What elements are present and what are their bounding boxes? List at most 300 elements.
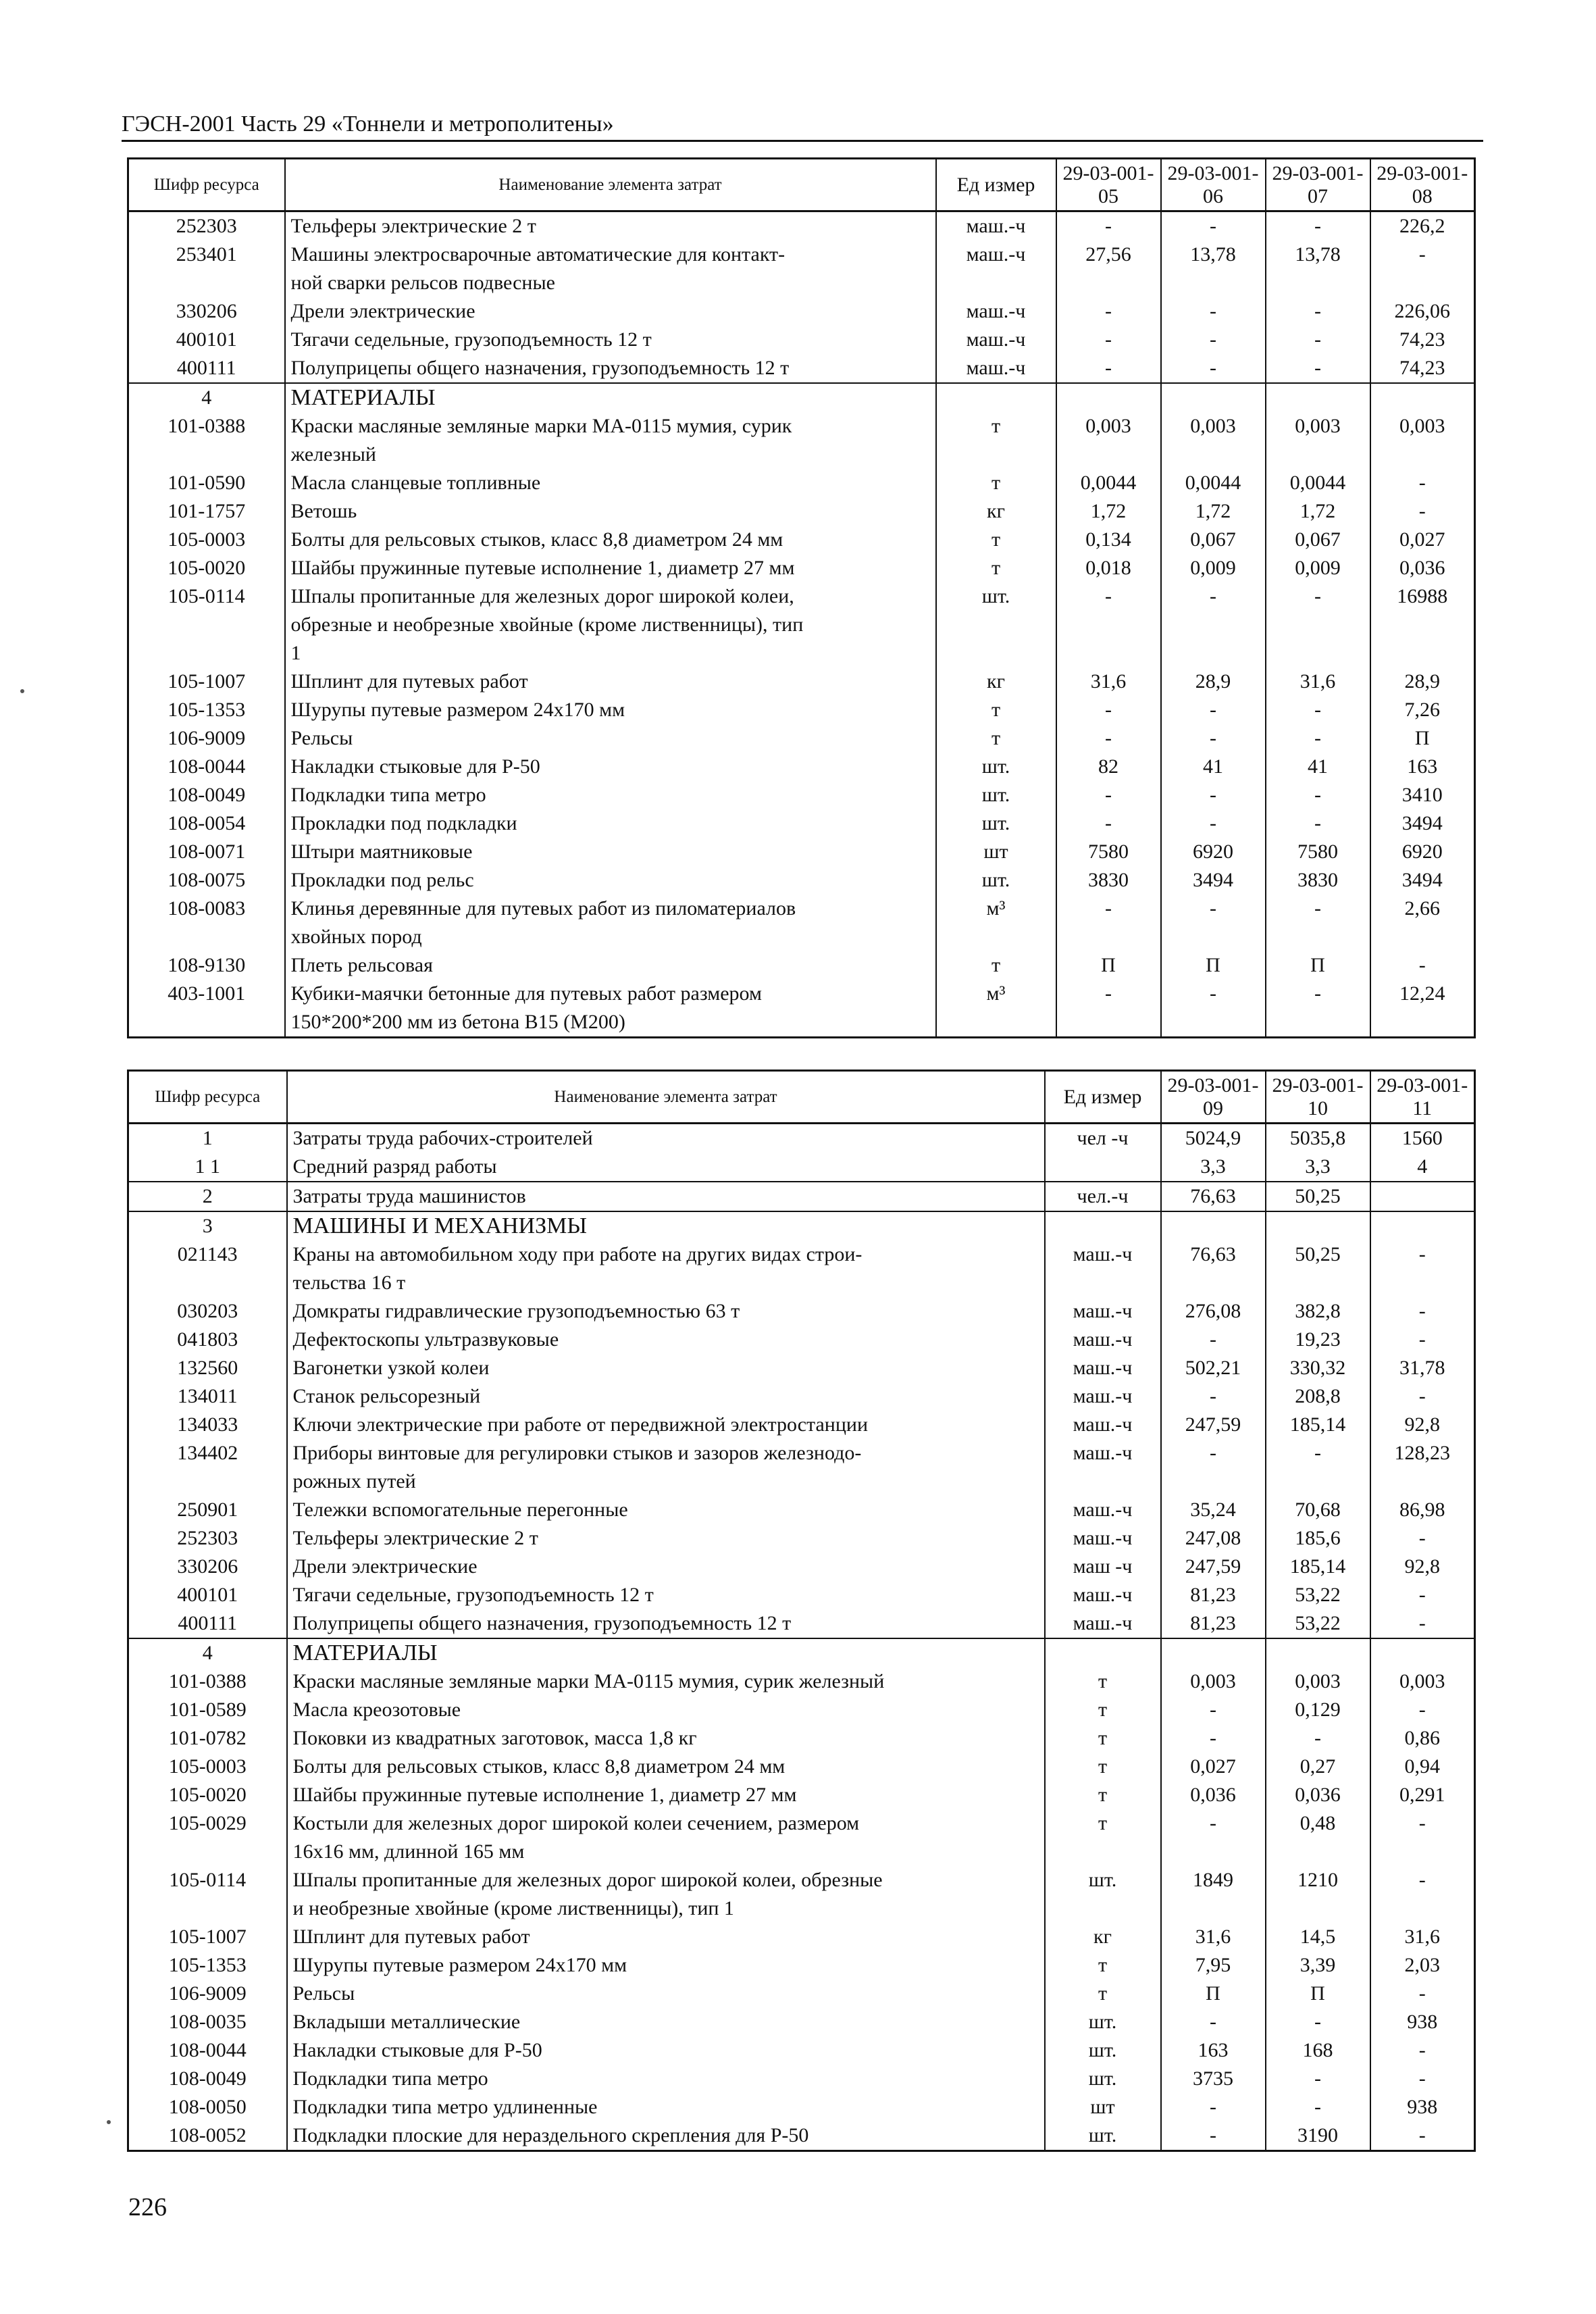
table-row [128, 554, 1475, 582]
value-cell-3: 938 [1370, 2008, 1475, 2036]
col-header-name: Наименование элемента затрат [285, 159, 936, 211]
value-cell-1: - [1056, 809, 1161, 838]
resource-code: 105-1007 [128, 668, 285, 696]
value-cell-4: 0,036 [1370, 554, 1475, 582]
unit-cell: маш.-ч [1045, 1581, 1161, 1609]
value-cell-1: 247,59 [1161, 1553, 1266, 1581]
unit-cell: кг [1045, 1923, 1161, 1951]
value-cell-1: - [1056, 724, 1161, 753]
unit-cell: маш.-ч [1045, 1524, 1161, 1553]
table-row [128, 1153, 1475, 1182]
value-cell-1: - [1161, 2121, 1266, 2151]
value-cell-3: 0,291 [1370, 1781, 1475, 1809]
unit-cell: маш.-ч [1045, 1326, 1161, 1354]
value-cell-1 [1161, 1211, 1266, 1240]
resource-code: 105-0003 [128, 1753, 287, 1781]
table-row [128, 724, 1475, 753]
element-name: Плеть рельсовая [285, 951, 936, 980]
value-cell-1: 0,134 [1056, 526, 1161, 554]
value-cell-2: П [1161, 951, 1266, 980]
table-row [128, 241, 1475, 297]
table-row [128, 895, 1475, 951]
unit-cell: т [936, 951, 1056, 980]
table-row [128, 1951, 1475, 1980]
value-cell-3: - [1370, 1524, 1475, 1553]
resource-code: 403-1001 [128, 980, 285, 1038]
value-cell-1: 5024,9 [1161, 1124, 1266, 1153]
unit-cell: м³ [936, 895, 1056, 951]
value-cell-3: - [1266, 582, 1370, 668]
resource-code: 108-0075 [128, 866, 285, 895]
value-cell-1: 3830 [1056, 866, 1161, 895]
value-cell-1: 7580 [1056, 838, 1161, 866]
value-cell-2: 14,5 [1266, 1923, 1370, 1951]
resource-code: 108-0052 [128, 2121, 287, 2151]
table-row [128, 1124, 1475, 1153]
table-row [128, 1182, 1475, 1211]
value-cell-2: - [1161, 326, 1266, 354]
value-cell-3 [1370, 1211, 1475, 1240]
table-row [128, 297, 1475, 326]
value-cell-4: 3494 [1370, 866, 1475, 895]
unit-cell: шт. [936, 781, 1056, 809]
element-name: Тягачи седельные, грузоподъемность 12 т [285, 326, 936, 354]
table-row [128, 326, 1475, 354]
resource-table-2 [127, 1070, 1476, 2152]
element-name: Вагонетки узкой колеи [287, 1354, 1045, 1382]
unit-cell: маш.-ч [1045, 1382, 1161, 1411]
resource-table-1 [127, 157, 1476, 1038]
value-cell-3: 1560 [1370, 1124, 1475, 1153]
value-cell-1: П [1056, 951, 1161, 980]
value-cell-1: 3,3 [1161, 1153, 1266, 1182]
unit-cell: т [1045, 1809, 1161, 1866]
value-cell-2: 3,39 [1266, 1951, 1370, 1980]
unit-cell: шт. [1045, 2121, 1161, 2151]
value-cell-4: 163 [1370, 753, 1475, 781]
value-cell-2: 185,14 [1266, 1411, 1370, 1439]
element-name: Краски масляные земляные марки МА-0115 мумия, сурик железный [287, 1667, 1045, 1696]
unit-cell: т [1045, 1753, 1161, 1781]
value-cell-4: 0,027 [1370, 526, 1475, 554]
unit-cell: маш -ч [1045, 1553, 1161, 1581]
value-cell-2: 0,003 [1266, 1667, 1370, 1696]
element-name: Дрели электрические [287, 1553, 1045, 1581]
table-row [128, 951, 1475, 980]
element-name: Затраты труда рабочих-строителей [287, 1124, 1045, 1153]
element-name: Клинья деревянные для путевых работ из пиломатериалов хвойных пород [285, 895, 936, 951]
unit-cell: маш.-ч [936, 326, 1056, 354]
value-cell-2 [1161, 383, 1266, 412]
element-name: Тягачи седельные, грузоподъемность 12 т [287, 1581, 1045, 1609]
resource-code: 105-1353 [128, 696, 285, 724]
value-cell-2: 19,23 [1266, 1326, 1370, 1354]
col-header-code: Шифр ресурса [128, 1071, 287, 1124]
value-cell-2: - [1266, 2008, 1370, 2036]
value-cell-1: - [1056, 354, 1161, 383]
value-cell-4: 12,24 [1370, 980, 1475, 1038]
scan-speck [107, 2120, 111, 2124]
unit-cell: чел.-ч [1045, 1182, 1161, 1211]
value-cell-1: 31,6 [1056, 668, 1161, 696]
value-cell-3: - [1266, 724, 1370, 753]
unit-cell: маш.-ч [936, 241, 1056, 297]
resource-code: 101-0388 [128, 1667, 287, 1696]
table-row [128, 2036, 1475, 2065]
value-cell-2: - [1161, 980, 1266, 1038]
unit-cell: шт. [936, 809, 1056, 838]
value-cell-2: 6920 [1161, 838, 1266, 866]
table-row [128, 1866, 1475, 1923]
element-name: Прокладки под рельс [285, 866, 936, 895]
value-cell-1: 1,72 [1056, 497, 1161, 526]
value-cell-2: 0,129 [1266, 1696, 1370, 1724]
value-cell-1: - [1161, 1724, 1266, 1753]
value-cell-2: - [1266, 2093, 1370, 2121]
table-row [128, 1724, 1475, 1753]
element-name: Штыри маятниковые [285, 838, 936, 866]
value-cell-2: 50,25 [1266, 1182, 1370, 1211]
element-name: Рельсы [287, 1980, 1045, 2008]
value-cell-1: - [1161, 1439, 1266, 1496]
element-name: Прокладки под подкладки [285, 809, 936, 838]
element-name: Шурупы путевые размером 24х170 мм [285, 696, 936, 724]
element-name: Костыли для железных дорог широкой колеи сечением, размером 16х16 мм, длинной 165 мм [287, 1809, 1045, 1866]
unit-cell: т [936, 724, 1056, 753]
element-name: Болты для рельсовых стыков, класс 8,8 диаметром 24 мм [285, 526, 936, 554]
value-cell-3: - [1370, 2036, 1475, 2065]
value-cell-1: 27,56 [1056, 241, 1161, 297]
table-row [128, 1496, 1475, 1524]
value-cell-2: 382,8 [1266, 1297, 1370, 1326]
resource-code: 134033 [128, 1411, 287, 1439]
value-cell-2: 185,6 [1266, 1524, 1370, 1553]
header-rule [122, 140, 1483, 142]
value-cell-2: 50,25 [1266, 1240, 1370, 1297]
element-name: Масла креозотовые [287, 1696, 1045, 1724]
table-row [128, 2093, 1475, 2121]
value-cell-2: 0,27 [1266, 1753, 1370, 1781]
value-cell-2 [1266, 1638, 1370, 1667]
value-cell-4: 74,23 [1370, 354, 1475, 383]
value-cell-3: - [1266, 781, 1370, 809]
value-cell-1: 0,003 [1161, 1667, 1266, 1696]
col-header-c2: 29-03-001-06 [1161, 159, 1266, 211]
unit-cell: т [936, 526, 1056, 554]
value-cell-3: - [1266, 895, 1370, 951]
unit-cell: шт. [936, 866, 1056, 895]
element-name: Рельсы [285, 724, 936, 753]
table-row [128, 582, 1475, 668]
element-name: Подкладки типа метро [285, 781, 936, 809]
value-cell-3: 41 [1266, 753, 1370, 781]
resource-code: 108-0035 [128, 2008, 287, 2036]
value-cell-3: - [1370, 1980, 1475, 2008]
page-header: ГЭСН-2001 Часть 29 «Тоннели и метрополитены» [122, 111, 614, 136]
value-cell-2: - [1161, 724, 1266, 753]
resource-code: 030203 [128, 1297, 287, 1326]
value-cell-4: 7,26 [1370, 696, 1475, 724]
table-row [128, 1553, 1475, 1581]
element-name: МАШИНЫ И МЕХАНИЗМЫ [287, 1211, 1045, 1240]
resource-code: 108-0049 [128, 2065, 287, 2093]
element-name: Подкладки типа метро удлиненные [287, 2093, 1045, 2121]
value-cell-3: - [1370, 1866, 1475, 1923]
value-cell-3: - [1266, 696, 1370, 724]
resource-code: 132560 [128, 1354, 287, 1382]
value-cell-1: - [1161, 1326, 1266, 1354]
element-name: Подкладки типа метро [287, 2065, 1045, 2093]
value-cell-4: - [1370, 241, 1475, 297]
value-cell-4 [1370, 383, 1475, 412]
element-name: Приборы винтовые для регулировки стыков и зазоров железнодо- рожных путей [287, 1439, 1045, 1496]
resource-code: 4 [128, 1638, 287, 1667]
value-cell-3 [1370, 1182, 1475, 1211]
value-cell-3: 4 [1370, 1153, 1475, 1182]
table-row [128, 866, 1475, 895]
resource-code: 021143 [128, 1240, 287, 1297]
resource-code: 108-0050 [128, 2093, 287, 2121]
element-name: Шпалы пропитанные для железных дорог широкой колеи, обрезные и необрезные хвойные (кроме лиственницы), тип 1 [287, 1866, 1045, 1923]
resource-code: 400111 [128, 1609, 287, 1638]
value-cell-2: 168 [1266, 2036, 1370, 2065]
element-name: Полуприцепы общего назначения, грузоподъемность 12 т [287, 1609, 1045, 1638]
value-cell-4: 16988 [1370, 582, 1475, 668]
table-row [128, 1781, 1475, 1809]
table-row [128, 354, 1475, 383]
value-cell-1: 7,95 [1161, 1951, 1266, 1980]
table-row [128, 980, 1475, 1038]
unit-cell: маш.-ч [1045, 1240, 1161, 1297]
value-cell-4: - [1370, 951, 1475, 980]
value-cell-3: 13,78 [1266, 241, 1370, 297]
value-cell-3: 31,6 [1370, 1923, 1475, 1951]
value-cell-3: - [1370, 1581, 1475, 1609]
col-header-c1: 29-03-001-09 [1161, 1071, 1266, 1124]
value-cell-2: 53,22 [1266, 1581, 1370, 1609]
value-cell-1 [1161, 1638, 1266, 1667]
col-header-unit: Ед измер [936, 159, 1056, 211]
element-name: Машины электросварочные автоматические для контакт- ной сварки рельсов подвесные [285, 241, 936, 297]
unit-cell: т [1045, 1724, 1161, 1753]
value-cell-2: - [1266, 2065, 1370, 2093]
value-cell-3: 3830 [1266, 866, 1370, 895]
value-cell-2: - [1266, 1724, 1370, 1753]
table-row [128, 1439, 1475, 1496]
table-row [128, 1980, 1475, 2008]
value-cell-4: 3410 [1370, 781, 1475, 809]
resource-code: 101-1757 [128, 497, 285, 526]
value-cell-1: - [1161, 1809, 1266, 1866]
value-cell-1: - [1056, 781, 1161, 809]
resource-code: 108-0044 [128, 753, 285, 781]
value-cell-3: - [1370, 1382, 1475, 1411]
unit-cell: т [936, 469, 1056, 497]
element-name: Тельферы электрические 2 т [287, 1524, 1045, 1553]
unit-cell: маш.-ч [1045, 1439, 1161, 1496]
unit-cell: маш.-ч [936, 354, 1056, 383]
value-cell-3: 31,78 [1370, 1354, 1475, 1382]
table-row [128, 1297, 1475, 1326]
value-cell-1: 0,018 [1056, 554, 1161, 582]
resource-code: 253401 [128, 241, 285, 297]
value-cell-4: 226,2 [1370, 211, 1475, 241]
value-cell-1: 502,21 [1161, 1354, 1266, 1382]
unit-cell: шт [936, 838, 1056, 866]
value-cell-3: - [1266, 354, 1370, 383]
value-cell-1: 0,0044 [1056, 469, 1161, 497]
element-name: Болты для рельсовых стыков, класс 8,8 диаметром 24 мм [287, 1753, 1045, 1781]
value-cell-1: - [1161, 2008, 1266, 2036]
value-cell-3: 86,98 [1370, 1496, 1475, 1524]
resource-code: 108-0071 [128, 838, 285, 866]
resource-code: 105-0020 [128, 1781, 287, 1809]
element-name: Шпалы пропитанные для железных дорог широкой колеи, обрезные и необрезные хвойные (кроме лиственницы), тип 1 [285, 582, 936, 668]
value-cell-1: 81,23 [1161, 1581, 1266, 1609]
element-name: Кубики-маячки бетонные для путевых работ размером 150*200*200 мм из бетона В15 (М200) [285, 980, 936, 1038]
value-cell-3: 0,86 [1370, 1724, 1475, 1753]
value-cell-2: 0,48 [1266, 1809, 1370, 1866]
value-cell-2: - [1161, 809, 1266, 838]
table-row [128, 211, 1475, 241]
value-cell-1: - [1056, 326, 1161, 354]
unit-cell: маш.-ч [1045, 1411, 1161, 1439]
table-row [128, 1923, 1475, 1951]
value-cell-1: П [1161, 1980, 1266, 2008]
col-header-c3: 29-03-001-11 [1370, 1071, 1475, 1124]
table-row [128, 497, 1475, 526]
value-cell-3: - [1266, 809, 1370, 838]
table-row [128, 469, 1475, 497]
unit-cell [1045, 1638, 1161, 1667]
table-row [128, 809, 1475, 838]
table-row [128, 781, 1475, 809]
value-cell-4: - [1370, 469, 1475, 497]
unit-cell: шт. [1045, 2008, 1161, 2036]
value-cell-1: 247,08 [1161, 1524, 1266, 1553]
resource-code: 108-0044 [128, 2036, 287, 2065]
unit-cell [1045, 1211, 1161, 1240]
section-row [128, 1638, 1475, 1667]
col-header-c3: 29-03-001-07 [1266, 159, 1370, 211]
element-name: Тележки вспомогательные перегонные [287, 1496, 1045, 1524]
table-row [128, 1581, 1475, 1609]
resource-code: 400101 [128, 1581, 287, 1609]
value-cell-2: 0,067 [1161, 526, 1266, 554]
value-cell-4: 74,23 [1370, 326, 1475, 354]
unit-cell: м³ [936, 980, 1056, 1038]
value-cell-1: 82 [1056, 753, 1161, 781]
element-name: Масла сланцевые топливные [285, 469, 936, 497]
value-cell-3: - [1370, 1809, 1475, 1866]
col-header-c2: 29-03-001-10 [1266, 1071, 1370, 1124]
table-row [128, 753, 1475, 781]
value-cell-2: 0,003 [1161, 412, 1266, 469]
element-name: Вкладыши металлические [287, 2008, 1045, 2036]
value-cell-3: - [1370, 1240, 1475, 1297]
resource-code: 101-0782 [128, 1724, 287, 1753]
element-name: Шплинт для путевых работ [287, 1923, 1045, 1951]
unit-cell: шт. [936, 582, 1056, 668]
resource-code: 108-9130 [128, 951, 285, 980]
value-cell-2: - [1266, 1439, 1370, 1496]
table-row [128, 1609, 1475, 1638]
unit-cell: т [936, 554, 1056, 582]
value-cell-1: - [1161, 2093, 1266, 2121]
resource-code: 252303 [128, 211, 285, 241]
value-cell-2: 208,8 [1266, 1382, 1370, 1411]
value-cell-2: 330,32 [1266, 1354, 1370, 1382]
unit-cell: шт. [1045, 2065, 1161, 2093]
value-cell-1: 247,59 [1161, 1411, 1266, 1439]
col-header-c4: 29-03-001-08 [1370, 159, 1475, 211]
value-cell-2: - [1161, 696, 1266, 724]
element-name: Шайбы пружинные путевые исполнение 1, диаметр 27 мм [287, 1781, 1045, 1809]
value-cell-3: - [1266, 297, 1370, 326]
value-cell-3: 1,72 [1266, 497, 1370, 526]
element-name: Шплинт для путевых работ [285, 668, 936, 696]
value-cell-2: - [1161, 582, 1266, 668]
unit-cell: маш.-ч [1045, 1609, 1161, 1638]
value-cell-2: - [1161, 354, 1266, 383]
table-row [128, 2008, 1475, 2036]
element-name: Тельферы электрические 2 т [285, 211, 936, 241]
value-cell-1: 0,036 [1161, 1781, 1266, 1809]
element-name: Краны на автомобильном ходу при работе на других видах строи- тельства 16 т [287, 1240, 1045, 1297]
value-cell-2: 5035,8 [1266, 1124, 1370, 1153]
value-cell-3: - [1370, 1326, 1475, 1354]
value-cell-4: 6920 [1370, 838, 1475, 866]
table-row [128, 412, 1475, 469]
value-cell-3: 0,067 [1266, 526, 1370, 554]
table-row [128, 526, 1475, 554]
resource-code: 101-0388 [128, 412, 285, 469]
table-row [128, 1354, 1475, 1382]
value-cell-3: 0,009 [1266, 554, 1370, 582]
col-header-name: Наименование элемента затрат [287, 1071, 1045, 1124]
value-cell-4: 28,9 [1370, 668, 1475, 696]
value-cell-3: 7580 [1266, 838, 1370, 866]
unit-cell: маш.-ч [1045, 1496, 1161, 1524]
value-cell-1: - [1161, 1382, 1266, 1411]
value-cell-4: - [1370, 497, 1475, 526]
value-cell-2: 53,22 [1266, 1609, 1370, 1638]
unit-cell: т [1045, 1980, 1161, 2008]
resource-code: 105-1353 [128, 1951, 287, 1980]
unit-cell: т [1045, 1696, 1161, 1724]
value-cell-1: 0,003 [1056, 412, 1161, 469]
element-name: Полуприцепы общего назначения, грузоподъемность 12 т [285, 354, 936, 383]
element-name: Дрели электрические [285, 297, 936, 326]
value-cell-2: - [1161, 297, 1266, 326]
value-cell-2: 28,9 [1161, 668, 1266, 696]
value-cell-3: - [1370, 2121, 1475, 2151]
value-cell-3: - [1370, 2065, 1475, 2093]
unit-cell: т [936, 412, 1056, 469]
resource-table-2-body [128, 1124, 1475, 2151]
value-cell-1: - [1056, 582, 1161, 668]
resource-code: 106-9009 [128, 1980, 287, 2008]
resource-code: 1 [128, 1124, 287, 1153]
value-cell-2: 1,72 [1161, 497, 1266, 526]
resource-code: 105-0114 [128, 582, 285, 668]
value-cell-2: 0,009 [1161, 554, 1266, 582]
col-header-unit: Ед измер [1045, 1071, 1161, 1124]
value-cell-1: 31,6 [1161, 1923, 1266, 1951]
value-cell-2 [1266, 1211, 1370, 1240]
resource-code: 1 1 [128, 1153, 287, 1182]
unit-cell: т [1045, 1667, 1161, 1696]
